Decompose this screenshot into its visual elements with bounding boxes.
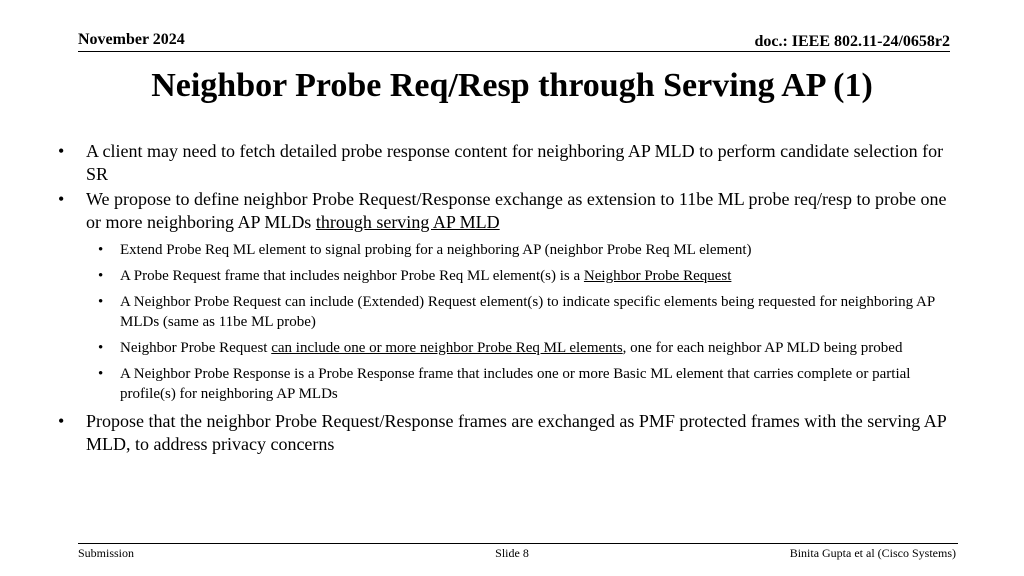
- footer-divider: [78, 543, 958, 544]
- sub-bullet-icon: •: [98, 340, 104, 356]
- sub-bullet-text: A Neighbor Probe Request can include (Extended) Request element(s) to indicate specific elements being requested for neighboring AP MLDs (same as 11be ML probe): [120, 294, 935, 330]
- slide-body: [58, 140, 948, 458]
- bullet-underlined-text: through serving AP MLD: [315, 212, 500, 232]
- bullet-icon: •: [58, 141, 65, 161]
- sub-bullet-item: [58, 292, 948, 332]
- sub-bullet-text: Neighbor Probe Request: [120, 340, 272, 356]
- sub-bullet-icon: •: [98, 242, 104, 258]
- sub-bullet-item: [58, 240, 948, 260]
- bullet-item: [58, 140, 948, 186]
- sub-bullet-icon: •: [98, 268, 104, 284]
- bullet-icon: •: [58, 411, 65, 431]
- sub-bullet-list: [58, 240, 948, 404]
- sub-bullet-underlined-text: Neighbor Probe Request: [583, 268, 732, 284]
- bullet-text: We propose to define neighbor Probe Request/Response exchange as extension to 11be ML probe req/resp to probe one or more neighboring AP MLDs: [86, 189, 947, 232]
- sub-bullet-icon: •: [98, 366, 104, 382]
- footer-slide-number: Slide 8: [495, 546, 529, 560]
- sub-bullet-item: [58, 266, 948, 286]
- sub-bullet-text: A Probe Request frame that includes neighbor Probe Req ML element(s) is a: [120, 268, 584, 284]
- header-doc-id: doc.: IEEE 802.11-24/0658r2: [754, 33, 950, 50]
- sub-bullet-icon: •: [98, 294, 104, 310]
- footer-submission: Submission: [78, 546, 135, 560]
- sub-bullet-text-tail: , one for each neighbor AP MLD being probed: [622, 340, 903, 356]
- sub-bullet-item: [58, 338, 948, 358]
- sub-bullet-underlined-text: can include one or more neighbor Probe Req ML elements: [271, 340, 623, 356]
- header-divider: [78, 51, 950, 52]
- sub-bullet-text: A Neighbor Probe Response is a Probe Response frame that includes one or more Basic ML element that carries complete or partial profile(s) for neighboring AP MLDs: [120, 366, 911, 402]
- bullet-icon: •: [58, 189, 65, 209]
- slide-title: Neighbor Probe Req/Resp through Serving AP (1): [151, 67, 873, 104]
- bullet-item: [58, 410, 948, 456]
- footer-author: Binita Gupta et al (Cisco Systems): [789, 546, 956, 560]
- bullet-text: A client may need to fetch detailed probe response content for neighboring AP MLD to perform candidate selection for SR: [86, 141, 944, 184]
- sub-bullet-item: [58, 364, 948, 404]
- bullet-item: [58, 188, 948, 234]
- bullet-text: Propose that the neighbor Probe Request/Response frames are exchanged as PMF protected frames with the serving AP MLD, to address privacy concerns: [86, 411, 947, 454]
- sub-bullet-text: Extend Probe Req ML element to signal probing for a neighboring AP (neighbor Probe Req ML element): [120, 242, 752, 258]
- header-date: November 2024: [78, 31, 185, 48]
